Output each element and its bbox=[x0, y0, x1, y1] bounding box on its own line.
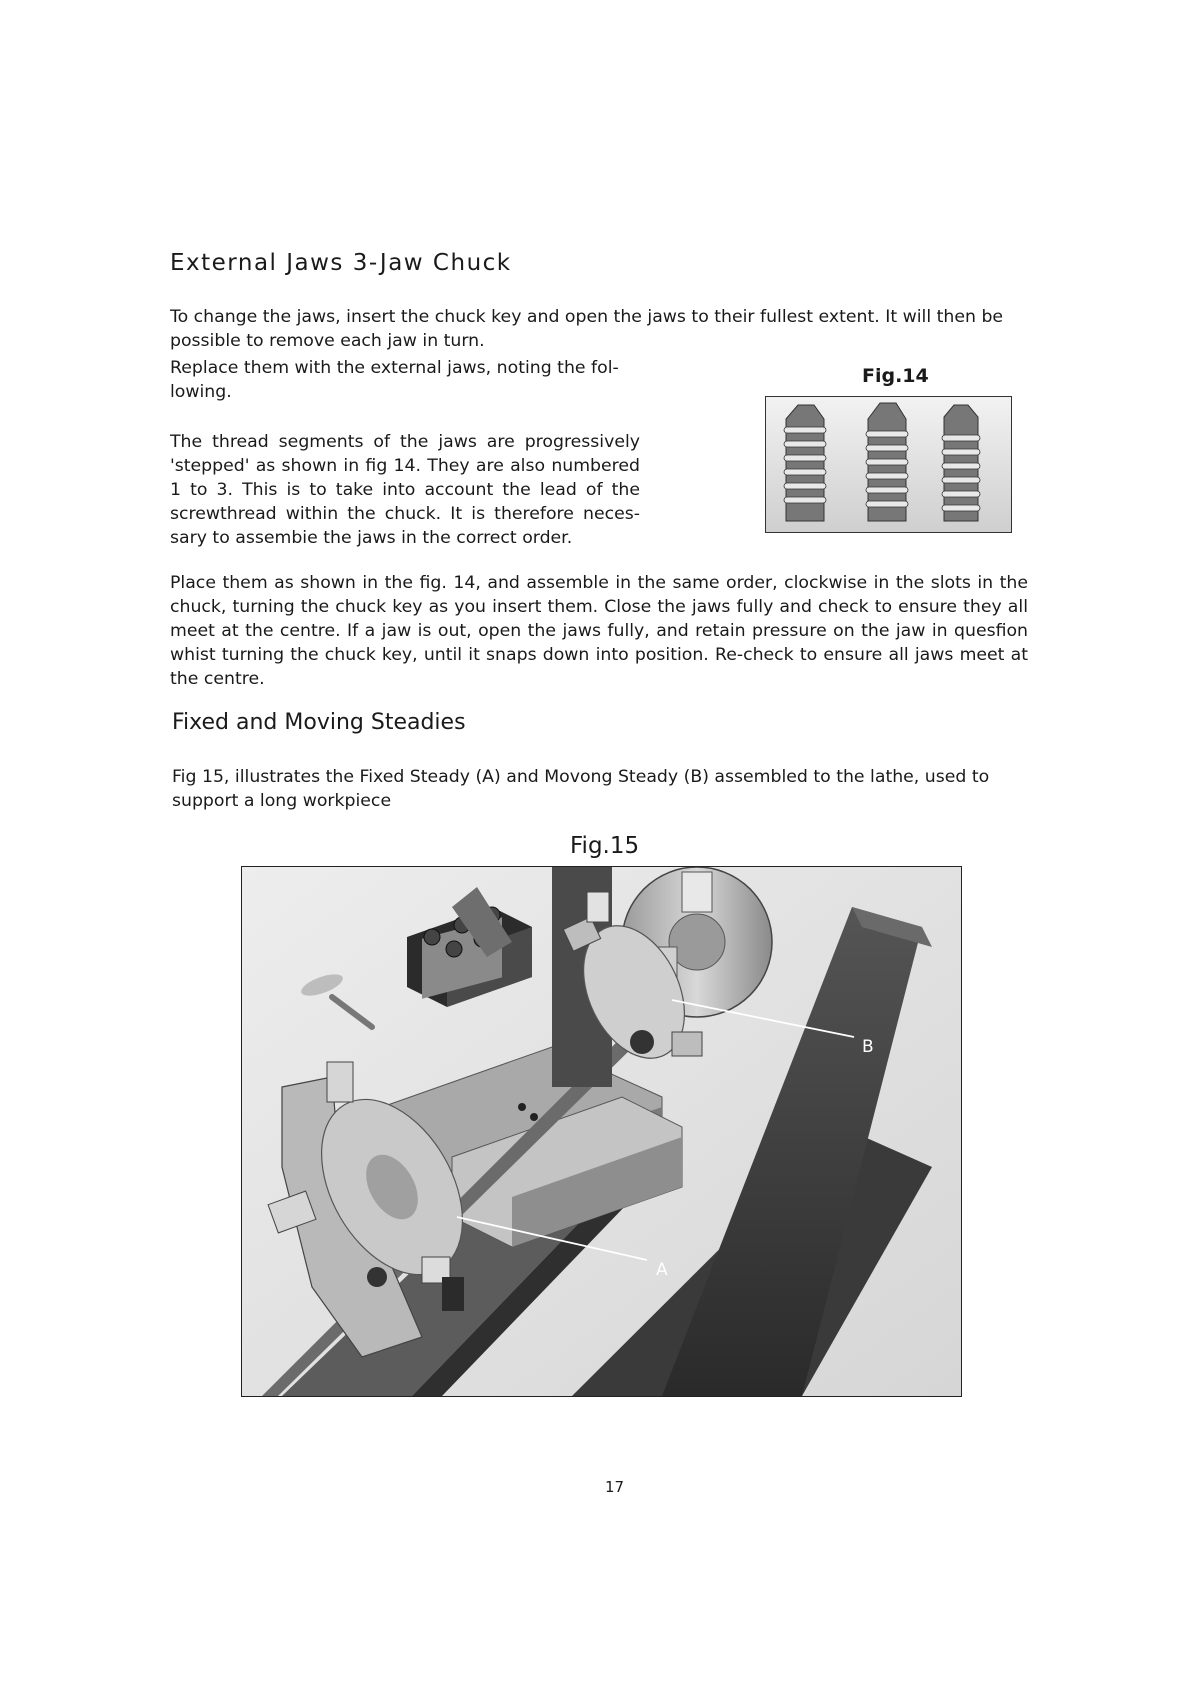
jaw-2 bbox=[866, 403, 908, 521]
jaw-3 bbox=[942, 405, 980, 521]
figure-15-lathe-photo bbox=[241, 866, 962, 1397]
section-title-external-jaws: External Jaws 3-Jaw Chuck bbox=[170, 250, 512, 276]
figure-15-caption: Fig.15 bbox=[570, 833, 640, 859]
jaw-1 bbox=[784, 405, 826, 521]
paragraph-replace-jaws: Replace them with the external jaws, noting the fol-lowing. bbox=[170, 358, 619, 402]
page-number: 17 bbox=[605, 1478, 625, 1496]
section-title-steadies: Fixed and Moving Steadies bbox=[172, 710, 466, 735]
paragraph-thread-segments: The thread segments of the jaws are progressively 'stepped' as shown in fig 14. They are also numbered 1 to 3. This is to take into account the lead of the screwthread within the chuck. It is therefore neces-sary to assembie the jaws in the correct order. bbox=[170, 432, 640, 548]
figure-14-jaws-photo bbox=[765, 396, 1012, 533]
label-b: B bbox=[862, 1037, 874, 1057]
jaws-illustration bbox=[766, 397, 1011, 532]
paragraph-change-jaws: To change the jaws, insert the chuck key and open the jaws to their fullest extent. It will then be possible to remove each jaw in turn. bbox=[170, 307, 1004, 351]
figure-14-caption: Fig.14 bbox=[862, 365, 929, 387]
label-a: A bbox=[656, 1260, 668, 1280]
lathe-illustration bbox=[242, 867, 961, 1396]
paragraph-assemble-jaws: Place them as shown in the fig. 14, and assemble in the same order, clockwise in the slots in the chuck, turning the chuck key as you insert them. Close the jaws fully and check to ensure they all meet at the centre. If a jaw is out, open the jaws fully, and retain pressure on the jaw in quesfion whist turning the chuck key, until it snaps down into position. Re-check to ensure all jaws meet at the centre. bbox=[170, 573, 1028, 689]
paragraph-steadies: Fig 15, illustrates the Fixed Steady (A) and Movong Steady (B) assembled to the lathe, used to support a long workpiece bbox=[172, 767, 990, 811]
